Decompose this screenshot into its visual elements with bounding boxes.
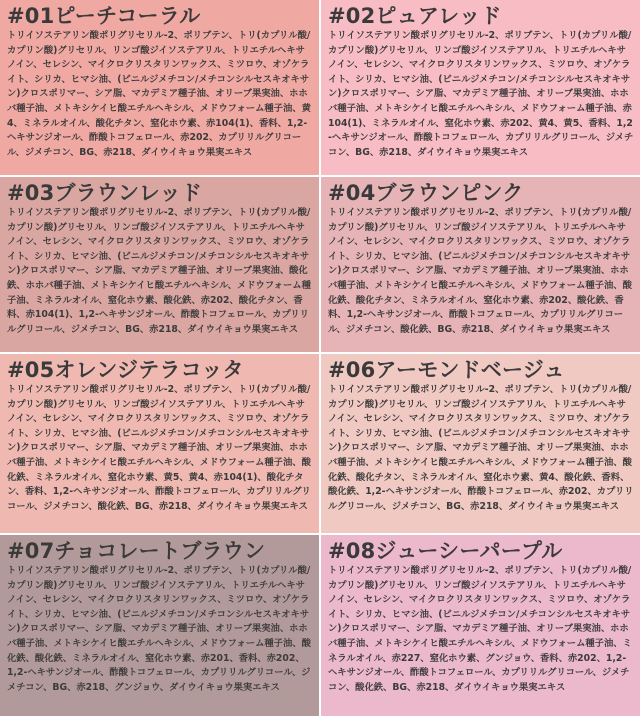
ingredients-list: トリイソステアリン酸ポリグリセリル-2、ポリブテン、トリ(カプリル酸/カプリン酸)グリセリル、リンゴ酸ジイソステアリル、トリエチルヘキサノイン、セレシン、マイクロクリスタリンワックス、ミツロウ、オゾケライト、シリカ、ヒマシ油、(ビニルジメチコン/メチコンシルセスキオキサン)クロスポリマー、シア脂、マカデミア種子油、オリーブ果実油、ホホバ種子油、メトキシケイヒ酸エチルヘキシル、メドウフォーム種子油、酸化鉄、酸化チタン、ミネラルオイル、窒化ホウ素、黄4、酸化鉄、香料、酸化鉄、1,2-ヘキサンジオール、酢酸トコフェロール、赤202、カプリリルグリコール、ジメチコン、BG、赤218、ダイウイキョウ果実エキス (328, 384, 634, 512)
ingredients-list: トリイソステアリン酸ポリグリセリル-2、ポリブテン、トリ(カプリル酸/カプリン酸)グリセリル、リンゴ酸ジイソステアリル、トリエチルヘキサノイン、セレシン、マイクロクリスタリンワックス、ミツロウ、オゾケライト、シリカ、ヒマシ油、(ビニルジメチコン/メチコンシルセスキオキサン)クロスポリマー、シア脂、マカデミア種子油、オリーブ果実油、酸化鉄、ホホバ種子油、メトキシケイヒ酸エチルヘキシル、メドウフォーム種子油、ミネラルオイル、窒化ホウ素、酸化鉄、赤202、酸化チタン、香料、赤104(1)、1,2-ヘキサンジオール、酢酸トコフェロール、カプリリルグリコール、ジメチコン、BG、赤218、ダイウイキョウ果実エキス (7, 207, 311, 335)
shade-card-06 (321, 354, 640, 535)
shade-title: #07チョコレートブラウン (7, 539, 266, 563)
shade-title: #05オレンジテラコッタ (7, 358, 244, 382)
shade-card-02 (321, 0, 640, 177)
shade-title: #06アーモンドベージュ (328, 358, 565, 382)
shade-card-05 (0, 354, 319, 535)
ingredients-list: トリイソステアリン酸ポリグリセリル-2、ポリブテン、トリ(カプリル酸/カプリン酸)グリセリル、リンゴ酸ジイソステアリル、トリエチルヘキサノイン、セレシン、マイクロクリスタリンワックス、ミツロウ、オゾケライト、シリカ、ヒマシ油、(ビニルジメチコン/メチコンシルセスキオキサン)クロスポリマー、シア脂、マカデミア種子油、オリーブ果実油、ホホバ種子油、メトキシケイヒ酸エチルヘキシル、メドウフォーム種子油、ミネラルオイル、赤227、窒化ホウ素、グンジョウ、香料、赤202、1,2-ヘキサンジオール、酢酸トコフェロール、カプリリルグリコール、ジメチコン、酸化鉄、BG、赤218、ダイウイキョウ果実エキス (328, 565, 632, 693)
ingredients-list: トリイソステアリン酸ポリグリセリル-2、ポリブテン、トリ(カプリル酸/カプリン酸)グリセリル、リンゴ酸ジイソステアリル、トリエチルヘキサノイン、セレシン、マイクロクリスタリンワックス、ミツロウ、オゾケライト、シリカ、ヒマシ油、(ビニルジメチコン/メチコンシルセスキオキサン)クロスポリマー、シア脂、マカデミア種子油、オリーブ果実油、ホホバ種子油、メトキシケイヒ酸エチルヘキシル、メドウフォーム種子油、酸化鉄、酸化チタン、ミネラルオイル、窒化ホウ素、赤202、酸化鉄、香料、1,2-ヘキサンジオール、酢酸トコフェロール、カプリリルグリコール、ジメチコン、酸化鉄、BG、赤218、ダイウイキョウ果実エキス (328, 207, 632, 335)
shade-title: #03ブラウンレッド (7, 181, 203, 205)
shade-card-07 (0, 535, 319, 718)
shade-card-08 (321, 535, 640, 718)
shade-title: #02ピュアレッド (328, 4, 502, 28)
shade-title: #01ピーチコーラル (7, 4, 201, 28)
shade-title: #04ブラウンピンク (328, 181, 524, 205)
shade-card-01 (0, 0, 319, 177)
ingredients-list: トリイソステアリン酸ポリグリセリル-2、ポリブテン、トリ(カプリル酸/カプリン酸)グリセリル、リンゴ酸ジイソステアリル、トリエチルヘキサノイン、セレシン、マイクロクリスタリンワックス、ミツロウ、オゾケライト、シリカ、ヒマシ油、(ビニルジメチコン/メチコンシルセスキオキサン)クロスポリマー、シア脂、マカデミア種子油、オリーブ果実油、ホホバ種子油、メトキシケイヒ酸エチルヘキシル、メドウフォーム種子油、酸化鉄、酸化鉄、ミネラルオイル、窒化ホウ素、赤201、香料、赤202、1,2-ヘキサンジオール、酢酸トコフェロール、カプリリルグリコール、ジメチコン、BG、赤218、グンジョウ、ダイウイキョウ果実エキス (7, 565, 311, 693)
shade-title: #08ジューシーパープル (328, 539, 563, 563)
shade-card-04 (321, 177, 640, 354)
shade-card-03 (0, 177, 319, 354)
ingredients-list: トリイソステアリン酸ポリグリセリル-2、ポリブテン、トリ(カプリル酸/カプリン酸)グリセリル、リンゴ酸ジイソステアリル、トリエチルヘキサノイン、セレシン、マイクロクリスタリンワックス、ミツロウ、オゾケライト、シリカ、ヒマシ油、(ビニルジメチコン/メチコンシルセスキオキサン)クロスポリマー、シア脂、マカデミア種子油、オリーブ果実油、ホホバ種子油、メトキシケイヒ酸エチルヘキシル、メドウフォーム種子油、酸化鉄、ミネラルオイル、窒化ホウ素、黄5、黄4、赤104(1)、酸化チタン、香料、1,2-ヘキサンジオール、酢酸トコフェロール、カプリリルグリコール、ジメチコン、酸化鉄、BG、赤218、ダイウイキョウ果実エキス (7, 384, 311, 512)
ingredients-list: トリイソステアリン酸ポリグリセリル-2、ポリブテン、トリ(カプリル酸/カプリン酸)グリセリル、リンゴ酸ジイソステアリル、トリエチルヘキサノイン、セレシン、マイクロクリスタリンワックス、ミツロウ、オゾケライト、シリカ、ヒマシ油、(ビニルジメチコン/メチコンシルセスキオキサン)クロスポリマー、シア脂、マカデミア種子油、オリーブ果実油、ホホバ種子油、メトキシケイヒ酸エチルヘキシル、メドウフォーム種子油、赤104(1)、ミネラルオイル、窒化ホウ素、赤202、黄4、黄5、香料、1,2-ヘキサンジオール、酢酸トコフェロール、カプリリルグリコール、ジメチコン、BG、赤218、ダイウイキョウ果実エキス (328, 30, 634, 158)
ingredients-list: トリイソステアリン酸ポリグリセリル-2、ポリブテン、トリ(カプリル酸/カプリン酸)グリセリル、リンゴ酸ジイソステアリル、トリエチルヘキサノイン、セレシン、マイクロクリスタリンワックス、ミツロウ、オゾケライト、シリカ、ヒマシ油、(ビニルジメチコン/メチコンシルセスキオキサン)クロスポリマー、シア脂、マカデミア種子油、オリーブ果実油、ホホバ種子油、メトキシケイヒ酸エチルヘキシル、メドウフォーム種子油、黄4、ミネラルオイル、酸化チタン、窒化ホウ素、赤104(1)、香料、1,2-ヘキサンジオール、酢酸トコフェロール、赤202、カプリリルグリコール、ジメチコン、BG、赤218、ダイウイキョウ果実エキス (7, 30, 311, 158)
